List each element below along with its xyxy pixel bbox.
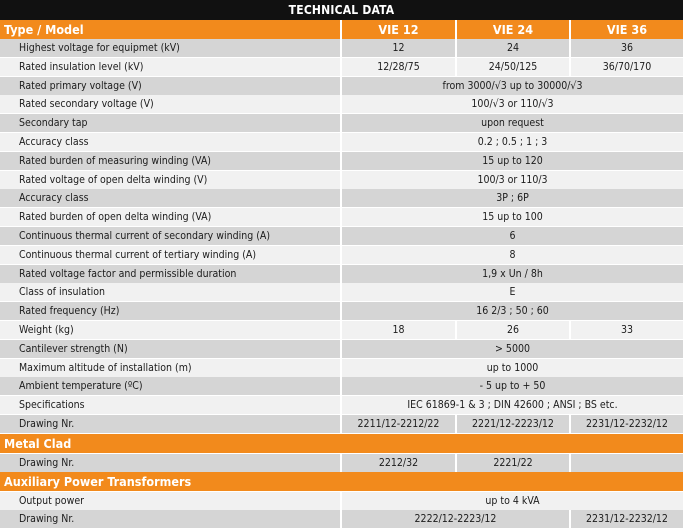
row-value: 33: [620, 324, 634, 336]
table-row: [0, 114, 683, 132]
row-value: 2231/12-2232/12: [586, 418, 668, 430]
table-row: [0, 208, 683, 226]
header-vie36: VIE 36: [606, 22, 648, 37]
row-label: Specifications: [19, 399, 85, 412]
row-label: Ambient temperature (ºC): [19, 380, 143, 393]
row-label: Accuracy class: [19, 192, 89, 205]
table-header: [0, 20, 683, 39]
row-value-span: 15 up to 120: [482, 154, 543, 167]
row-label: Rated burden of open delta winding (VA): [19, 211, 212, 224]
row-label: Rated insulation level (kV): [19, 60, 144, 73]
row-value: 2221/12-2223/12: [472, 418, 554, 430]
row-label: Continuous thermal current of tertiary winding (A): [19, 248, 257, 261]
row-label: Cantilever strength (N): [19, 342, 128, 355]
row-label: Rated frequency (Hz): [19, 305, 120, 318]
row-value: [571, 454, 683, 472]
row-label: Rated primary voltage (V): [19, 79, 142, 92]
row-label: Rated burden of measuring winding (VA): [19, 154, 211, 167]
table-row: [0, 39, 683, 57]
row-value-span: upon request: [481, 117, 544, 130]
row-value: 2211/12-2212/22: [357, 418, 440, 430]
row-value-span: 100/3 or 110/3: [477, 173, 548, 186]
row-value: 18: [392, 324, 405, 336]
row-value-span: 8: [509, 248, 516, 261]
table-row: [0, 492, 683, 510]
table-row: [0, 95, 683, 113]
table-row: [0, 58, 683, 76]
table-row: [0, 454, 683, 472]
table-row: [0, 189, 683, 207]
table-row: [0, 283, 683, 301]
table-row: [0, 396, 683, 414]
table-row: [0, 171, 683, 189]
section-metal-clad-title: Metal Clad: [4, 436, 72, 451]
row-value: 2212/32: [378, 456, 419, 469]
row-label: Drawing Nr.: [19, 456, 75, 469]
row-value: 2222/12-2223/12: [414, 513, 497, 526]
row-label: Secondary tap: [19, 117, 88, 130]
row-value: 12/28/75: [377, 60, 420, 73]
row-value: 24/50/125: [488, 60, 538, 73]
row-value: 24: [506, 42, 520, 54]
table-row: [0, 302, 683, 320]
row-label: Highest voltage for equipmet (kV): [19, 42, 180, 54]
row-value: 36: [620, 42, 634, 54]
row-label: Drawing Nr.: [19, 418, 75, 430]
row-value-span: from 3000/√3 up to 30000/√3: [442, 79, 583, 92]
row-value-span: 6: [509, 230, 516, 242]
row-value-span: E: [509, 286, 516, 299]
row-value-span: > 5000: [495, 342, 530, 355]
table-row: [0, 321, 683, 339]
row-label: Rated voltage of open delta winding (V): [19, 173, 208, 186]
section-metal-clad: [0, 434, 683, 453]
row-label: Rated voltage factor and permissible duration: [19, 267, 237, 280]
row-value: 2221/22: [493, 456, 533, 469]
row-value-span: 100/√3 or 110/√3: [471, 98, 554, 111]
table-row: [0, 510, 683, 528]
table-row: [0, 133, 683, 151]
row-label: Drawing Nr.: [19, 513, 75, 526]
row-label: Maximum altitude of installation (m): [19, 361, 192, 374]
row-label: Continuous thermal current of secondary winding (A): [19, 230, 271, 242]
section-auxiliary-title: Auxiliary Power Transformers: [4, 474, 192, 489]
row-value-span: 15 up to 100: [482, 211, 543, 224]
table-row: [0, 265, 683, 283]
row-value: 36/70/170: [602, 60, 652, 73]
row-value: 12: [392, 42, 405, 54]
row-value: 26: [506, 324, 520, 336]
row-value-span: IEC 61869-1 & 3 ; DIN 42600 ; ANSI ; BS etc.: [407, 399, 618, 412]
row-value-span: 3P ; 6P: [496, 192, 529, 205]
table-row: [0, 152, 683, 170]
row-value: 2231/12-2232/12: [586, 513, 668, 526]
row-value-span: 0.2 ; 0.5 ; 1 ; 3: [477, 136, 548, 148]
header-type-model: Type / Model: [4, 22, 84, 37]
row-value-span: 1,9 x Un / 8h: [482, 267, 543, 280]
table-row: [0, 246, 683, 264]
header-vie24: VIE 24: [492, 22, 534, 37]
table-row: [0, 340, 683, 358]
row-value-span: 16 2/3 ; 50 ; 60: [476, 305, 549, 318]
table-row: [0, 377, 683, 395]
row-label: Rated secondary voltage (V): [19, 98, 154, 111]
header-vie12: VIE 12: [378, 22, 419, 37]
table-row: [0, 227, 683, 245]
row-label: Output power: [19, 494, 85, 507]
row-label: Accuracy class: [19, 136, 89, 148]
table-row: [0, 77, 683, 95]
table-title: TECHNICAL DATA: [0, 0, 683, 20]
section-auxiliary-power-transformers: [0, 472, 683, 491]
table-row: [0, 359, 683, 377]
row-value-span: up to 4 kVA: [485, 494, 540, 507]
row-label: Class of insulation: [19, 286, 105, 299]
row-label: Weight (kg): [19, 324, 74, 336]
row-value-span: up to 1000: [486, 361, 539, 374]
table-row: [0, 415, 683, 433]
row-value-span: - 5 up to + 50: [479, 380, 546, 393]
